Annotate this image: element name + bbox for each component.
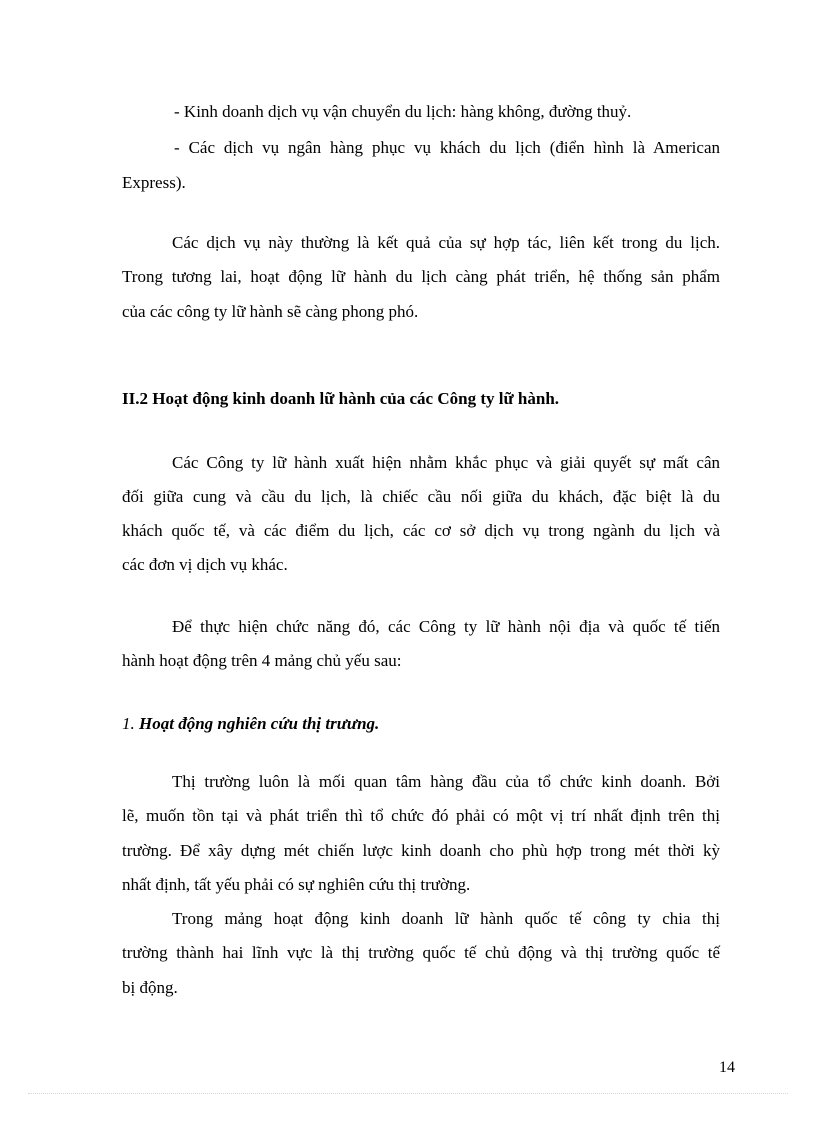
paragraph-market-line-1: Thị trường luôn là mối quan tâm hàng đầu của tổ chức kinh doanh. Bởi bbox=[172, 772, 720, 791]
paragraph-role-line-3: khách quốc tế, và các điểm du lịch, các cơ sở dịch vụ trong ngành du lịch và bbox=[122, 521, 720, 540]
paragraph-role-line-2: đối giữa cung và cầu du lịch, là chiếc cầu nối giữa du khách, đặc biệt là du bbox=[122, 487, 720, 506]
subsection-number: 1. bbox=[122, 714, 135, 733]
page-number: 14 bbox=[719, 1059, 735, 1076]
section-heading: II.2 Hoạt động kinh doanh lữ hành của các Công ty lữ hành. bbox=[122, 389, 560, 408]
subsection-title: Hoạt động nghiên cứu thị trưưng. bbox=[134, 714, 380, 733]
paragraph-market-line-4: nhất định, tất yếu phải có sự nghiên cứu thị trường. bbox=[122, 875, 471, 894]
paragraph-segments-line-1: Trong mảng hoạt động kinh doanh lữ hành quốc tế công ty chia thị bbox=[172, 909, 720, 928]
paragraph-segments-line-2: trường thành hai lĩnh vực là thị trường quốc tế chủ động và thị trường quốc tế bbox=[122, 943, 720, 962]
paragraph-market-line-2: lẽ, muốn tồn tại và phát triển thì tổ chức đó phải có một vị trí nhất định trên thị bbox=[122, 806, 720, 825]
paragraph-cooperation-line-3: của các công ty lữ hành sẽ càng phong phó. bbox=[122, 302, 419, 321]
paragraph-market-line-3: trường. Để xây dựng mét chiến lược kinh doanh cho phù hợp trong mét thời kỳ bbox=[122, 841, 720, 860]
paragraph-role-line-4: các đơn vị dịch vụ khác. bbox=[122, 555, 288, 574]
paragraph-cooperation-line-2: Trong tương lai, hoạt động lữ hành du lịch càng phát triển, hệ thống sản phẩm bbox=[122, 267, 720, 286]
footer-divider bbox=[28, 1093, 788, 1094]
paragraph-cooperation-line-1: Các dịch vụ này thường là kết quả của sự hợp tác, liên kết trong du lịch. bbox=[172, 233, 720, 252]
bullet-banking-services: - Các dịch vụ ngân hàng phục vụ khách du lịch (điển hình là American bbox=[174, 138, 720, 157]
subsection-heading bbox=[122, 713, 379, 735]
paragraph-role-line-1: Các Công ty lữ hành xuất hiện nhằm khắc phục và giải quyết sự mất cân bbox=[172, 453, 720, 472]
paragraph-functions-line-1: Để thực hiện chức năng đó, các Công ty lữ hành nội địa và quốc tế tiến bbox=[172, 617, 720, 636]
paragraph-segments-line-3: bị động. bbox=[122, 978, 178, 997]
bullet-banking-services-cont: Express). bbox=[122, 173, 186, 192]
paragraph-functions-line-2: hành hoạt động trên 4 mảng chủ yếu sau: bbox=[122, 651, 402, 670]
bullet-transport-services: - Kinh doanh dịch vụ vận chuyển du lịch: hàng không, đường thuỷ. bbox=[174, 102, 632, 121]
